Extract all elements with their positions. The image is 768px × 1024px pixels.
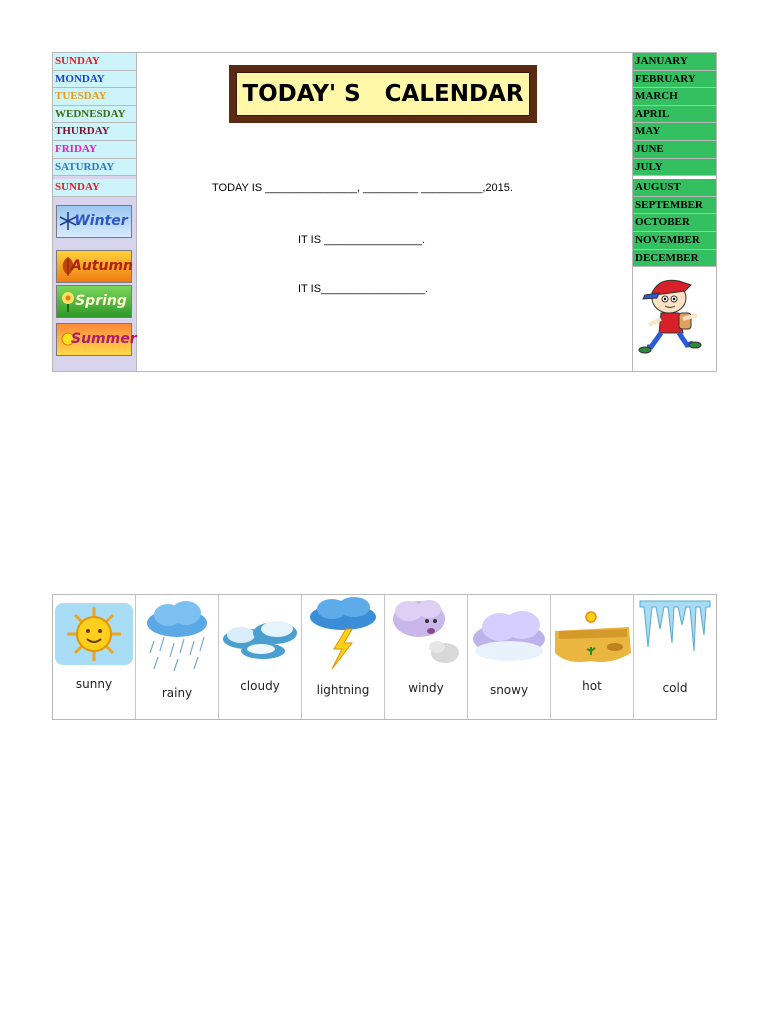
weather-cold xyxy=(634,595,716,719)
day-friday: FRIDAY xyxy=(53,141,136,159)
snow-cloud-icon xyxy=(468,595,550,675)
page-title: TODAY' S CALENDAR xyxy=(236,72,530,116)
months-column xyxy=(632,53,716,371)
month-may: MAY xyxy=(633,123,716,141)
season-spring xyxy=(56,285,132,318)
season-autumn xyxy=(56,250,132,283)
calendar-table xyxy=(52,52,717,372)
month-february: FEBRUARY xyxy=(633,71,716,89)
rain-cloud-icon xyxy=(136,595,218,683)
weather-rainy xyxy=(136,595,219,719)
season-label: Spring xyxy=(75,293,127,309)
weather-label: sunny xyxy=(75,677,113,691)
weather-lightning xyxy=(302,595,385,719)
days-column xyxy=(53,53,137,371)
month-april: APRIL xyxy=(633,106,716,124)
sun-icon xyxy=(53,595,135,675)
running-boy-icon xyxy=(635,273,715,363)
season-summer xyxy=(56,323,137,356)
month-march: MARCH xyxy=(633,88,716,106)
season-label: Summer xyxy=(71,331,137,347)
weather-sunny xyxy=(53,595,136,719)
weather-label: lightning xyxy=(316,683,370,697)
day-sunday-repeat: SUNDAY xyxy=(53,179,136,197)
month-october: OCTOBER xyxy=(633,214,716,232)
wind-icon xyxy=(385,595,467,675)
weather-label: rainy xyxy=(161,686,193,700)
month-june: JUNE xyxy=(633,141,716,159)
weather-label: windy xyxy=(408,681,444,695)
season-winter xyxy=(56,205,132,238)
day-wednesday: WEDNESDAY xyxy=(53,106,136,124)
season-label: Autumn xyxy=(71,258,134,274)
it-is-line-2: IT IS_________________. xyxy=(298,283,429,295)
weather-label: cloudy xyxy=(240,679,280,693)
icicles-icon xyxy=(634,595,716,675)
title-frame xyxy=(229,65,537,123)
weather-snowy xyxy=(468,595,551,719)
weather-hot xyxy=(551,595,634,719)
month-december: DECEMBER xyxy=(633,250,716,268)
month-august: AUGUST xyxy=(633,179,716,197)
weather-label: hot xyxy=(582,679,602,693)
weather-windy xyxy=(385,595,468,719)
day-sunday: SUNDAY xyxy=(53,53,136,71)
day-monday: MONDAY xyxy=(53,71,136,89)
weather-cloudy xyxy=(219,595,302,719)
day-thursday: THURDAY xyxy=(53,123,136,141)
month-july: JULY xyxy=(633,159,716,177)
weather-strip xyxy=(52,594,717,720)
season-label: Winter xyxy=(74,213,128,229)
month-september: SEPTEMBER xyxy=(633,197,716,215)
month-november: NOVEMBER xyxy=(633,232,716,250)
desert-icon xyxy=(551,595,633,675)
weather-label: cold xyxy=(662,681,688,695)
month-january: JANUARY xyxy=(633,53,716,71)
day-saturday: SATURDAY xyxy=(53,159,136,177)
clouds-icon xyxy=(219,595,301,675)
weather-label: snowy xyxy=(489,683,529,697)
day-tuesday: TUESDAY xyxy=(53,88,136,106)
lightning-icon xyxy=(302,595,384,675)
today-line: TODAY IS _______________, _________ __________,2015. xyxy=(212,182,513,194)
it-is-line-1: IT IS ________________. xyxy=(298,234,426,246)
